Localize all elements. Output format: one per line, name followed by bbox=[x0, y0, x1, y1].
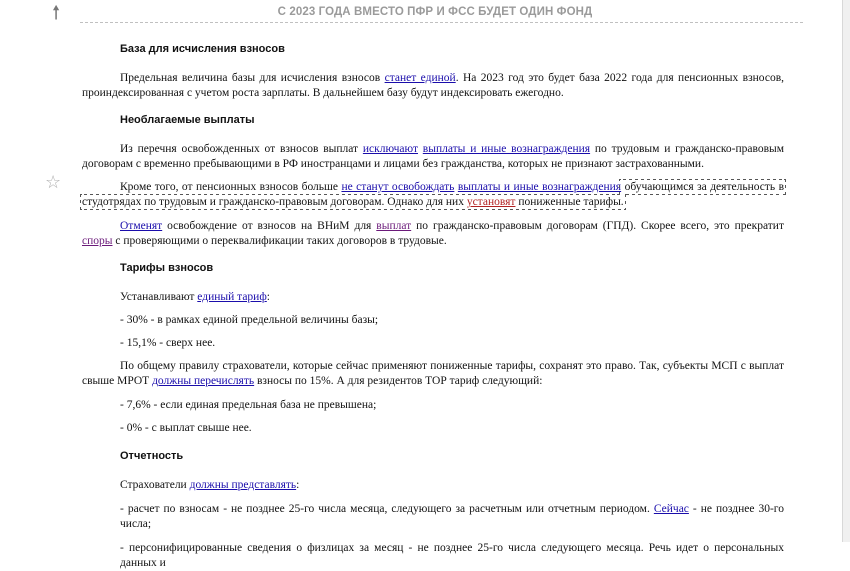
link-isklyuchayut[interactable]: исключают bbox=[362, 143, 418, 155]
text: Страхователи bbox=[120, 479, 190, 491]
link-ne-stanut-osvobozhdat[interactable]: не станут освобождать bbox=[341, 181, 455, 193]
paragraph-base bbox=[82, 71, 784, 101]
link-seychas[interactable]: Сейчас bbox=[653, 503, 689, 515]
vertical-scrollbar[interactable] bbox=[842, 0, 850, 542]
link-vyplat[interactable]: выплат bbox=[376, 220, 412, 232]
link-spory[interactable]: споры bbox=[82, 235, 113, 247]
list-item-report-1 bbox=[82, 502, 784, 532]
link-vyplaty-i-inye-voznagrazhdeniya-2[interactable]: выплаты и иные вознаграждения bbox=[457, 181, 622, 193]
text: обучающимся за деятельность в студотрядах по трудовым и гражданско-правовым договорам. Однако для них bbox=[82, 181, 785, 208]
text: - расчет по взносам - не позднее 25-го числа месяца, следующего за расчетным или отчетным периодом. bbox=[120, 503, 654, 515]
heading-rates: Тарифы взносов bbox=[120, 262, 214, 274]
paragraph-nontaxable-2 bbox=[82, 180, 784, 210]
list-item-tor-1: - 7,6% - если единая предельная база не превышена; bbox=[120, 399, 377, 411]
paragraph-rates-2 bbox=[82, 359, 784, 389]
paragraph-nontaxable-1 bbox=[82, 142, 784, 172]
text: с проверяющими о переквалификации таких договоров в трудовые. bbox=[112, 235, 447, 247]
link-vyplaty-i-inye-voznagrazhdeniya[interactable]: выплаты и иные вознаграждения bbox=[422, 143, 591, 155]
text: : bbox=[266, 291, 270, 303]
paragraph-reporting-1 bbox=[82, 478, 784, 493]
text: Устанавливают bbox=[120, 291, 198, 303]
text: . На 2023 год это будет база 2022 года для пенсионных взносов, проиндексированная с учетом роста зарплаты. В дальнейшем базу будут индексировать ежегодно. bbox=[82, 72, 784, 99]
paragraph-nontaxable-3 bbox=[82, 219, 784, 249]
scroll-up-arrow-icon[interactable]: 🠕 bbox=[52, 2, 61, 24]
text: По общему правилу страхователи, которые сейчас применяют пониженные тарифы, сохранят это право. Так, субъекты МСП с выплат свыше МРОТ bbox=[82, 360, 784, 387]
text: Кроме того, от пенсионных взносов больше bbox=[120, 181, 342, 193]
text: по гражданско-правовым договорам (ГПД). Скорее всего, это прекратит bbox=[411, 220, 784, 232]
text: по трудовым и гражданско-правовым договорам с временно пребывающими в РФ иностранцами и лицами без гражданства, которых не признают застрахованными. bbox=[82, 143, 785, 170]
text: - не позднее 30-го числа; bbox=[120, 503, 784, 530]
document-title: С 2023 ГОДА ВМЕСТО ПФР И ФСС БУДЕТ ОДИН ФОНД bbox=[277, 6, 593, 18]
link-ustanovyat[interactable]: установят bbox=[466, 196, 516, 208]
document-body bbox=[82, 32, 784, 571]
text: Предельная величина базы для исчисления взносов bbox=[120, 72, 385, 84]
bookmark-star-icon[interactable]: ☆ bbox=[45, 172, 62, 193]
header-divider bbox=[80, 22, 803, 23]
text: взносы по 15%. А для резидентов ТОР тариф следующий: bbox=[254, 375, 543, 387]
text: освобождение от взносов на ВНиМ для bbox=[162, 220, 377, 232]
link-stanet-edinoy[interactable]: станет единой bbox=[384, 72, 456, 84]
list-item-tor-2: - 0% - с выплат свыше нее. bbox=[120, 422, 252, 434]
link-ediny-tarif[interactable]: единый тариф bbox=[197, 291, 267, 303]
heading-reporting: Отчетность bbox=[120, 450, 184, 462]
link-dolzhny-perechislyat[interactable]: должны перечислять bbox=[152, 375, 255, 387]
heading-base: База для исчисления взносов bbox=[120, 43, 285, 55]
heading-nontaxable: Необлагаемые выплаты bbox=[120, 114, 255, 126]
list-item-report-2: - персонифицированные сведения о физлицах за месяц - не позднее 25-го числа следующего месяца. Речь идет о персональных данных и bbox=[120, 542, 784, 569]
list-item-rate-2: - 15,1% - сверх нее. bbox=[120, 337, 216, 349]
text: Из перечня освобожденных от взносов выплат bbox=[120, 143, 363, 155]
document-header bbox=[0, 0, 843, 26]
list-item-rate-1: - 30% - в рамках единой предельной величины базы; bbox=[120, 314, 379, 326]
paragraph-rates-1 bbox=[82, 290, 784, 305]
text: : bbox=[296, 479, 300, 491]
link-dolzhny-predstavlyat[interactable]: должны представлять bbox=[189, 479, 297, 491]
text: пониженные тарифы. bbox=[515, 196, 624, 208]
link-otmenyat[interactable]: Отменят bbox=[120, 220, 163, 232]
